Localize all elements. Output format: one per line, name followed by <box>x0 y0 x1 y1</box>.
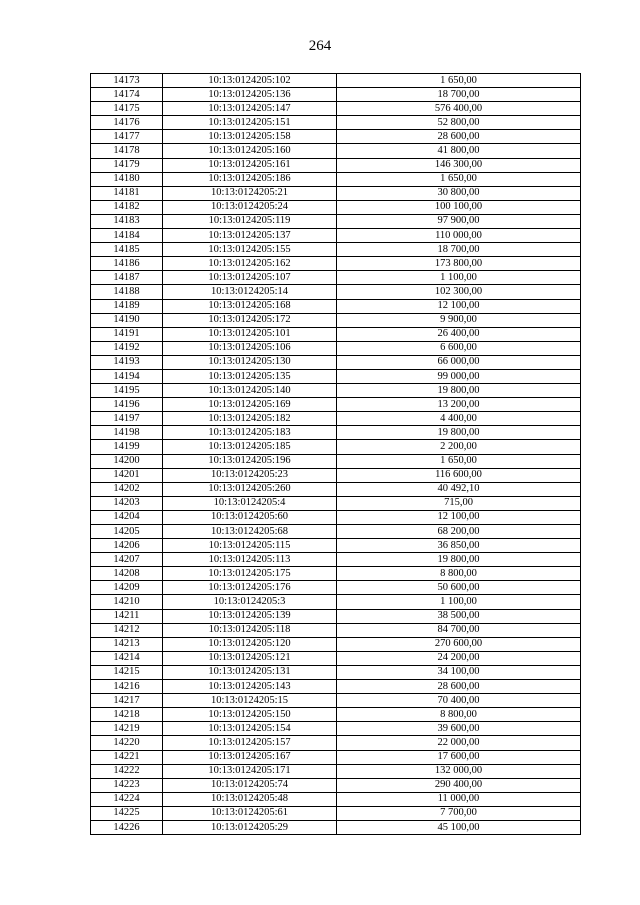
cadastral-number-cell: 10:13:0124205:147 <box>163 102 337 116</box>
row-number-cell: 14222 <box>91 764 163 778</box>
row-number-cell: 14198 <box>91 426 163 440</box>
row-number-cell: 14209 <box>91 581 163 595</box>
table-row <box>91 313 581 327</box>
row-number-cell: 14217 <box>91 694 163 708</box>
table-row <box>91 341 581 355</box>
row-number-cell: 14196 <box>91 398 163 412</box>
cadastral-number-cell: 10:13:0124205:74 <box>163 778 337 792</box>
cadastral-number-cell: 10:13:0124205:157 <box>163 736 337 750</box>
cadastral-number-cell: 10:13:0124205:131 <box>163 665 337 679</box>
row-number-cell: 14219 <box>91 722 163 736</box>
table-row <box>91 623 581 637</box>
cadastral-number-cell: 10:13:0124205:151 <box>163 116 337 130</box>
row-number-cell: 14184 <box>91 229 163 243</box>
row-number-cell: 14207 <box>91 553 163 567</box>
row-number-cell: 14226 <box>91 820 163 834</box>
value-cell: 45 100,00 <box>337 820 581 834</box>
value-cell: 100 100,00 <box>337 200 581 214</box>
cadastral-number-cell: 10:13:0124205:162 <box>163 257 337 271</box>
table-row <box>91 229 581 243</box>
cadastral-number-cell: 10:13:0124205:169 <box>163 398 337 412</box>
cadastral-number-cell: 10:13:0124205:167 <box>163 750 337 764</box>
cadastral-number-cell: 10:13:0124205:4 <box>163 496 337 510</box>
row-number-cell: 14183 <box>91 214 163 228</box>
table-row <box>91 299 581 313</box>
table-row <box>91 722 581 736</box>
cadastral-number-cell: 10:13:0124205:196 <box>163 454 337 468</box>
table-row <box>91 172 581 186</box>
row-number-cell: 14210 <box>91 595 163 609</box>
cadastral-number-cell: 10:13:0124205:154 <box>163 722 337 736</box>
value-cell: 13 200,00 <box>337 398 581 412</box>
row-number-cell: 14176 <box>91 116 163 130</box>
cadastral-number-cell: 10:13:0124205:183 <box>163 426 337 440</box>
row-number-cell: 14206 <box>91 539 163 553</box>
cadastral-number-cell: 10:13:0124205:120 <box>163 637 337 651</box>
table-row <box>91 369 581 383</box>
row-number-cell: 14175 <box>91 102 163 116</box>
cadastral-number-cell: 10:13:0124205:185 <box>163 440 337 454</box>
cadastral-number-cell: 10:13:0124205:137 <box>163 229 337 243</box>
cadastral-number-cell: 10:13:0124205:24 <box>163 200 337 214</box>
value-cell: 24 200,00 <box>337 651 581 665</box>
value-cell: 1 650,00 <box>337 454 581 468</box>
table-row <box>91 764 581 778</box>
row-number-cell: 14187 <box>91 271 163 285</box>
value-cell: 102 300,00 <box>337 285 581 299</box>
value-cell: 52 800,00 <box>337 116 581 130</box>
table-row <box>91 412 581 426</box>
value-cell: 8 800,00 <box>337 567 581 581</box>
row-number-cell: 14193 <box>91 355 163 369</box>
row-number-cell: 14191 <box>91 327 163 341</box>
cadastral-number-cell: 10:13:0124205:68 <box>163 525 337 539</box>
cadastral-number-cell: 10:13:0124205:182 <box>163 412 337 426</box>
row-number-cell: 14188 <box>91 285 163 299</box>
row-number-cell: 14200 <box>91 454 163 468</box>
value-cell: 38 500,00 <box>337 609 581 623</box>
value-cell: 6 600,00 <box>337 341 581 355</box>
cadastral-number-cell: 10:13:0124205:172 <box>163 313 337 327</box>
row-number-cell: 14215 <box>91 665 163 679</box>
row-number-cell: 14185 <box>91 243 163 257</box>
value-cell: 41 800,00 <box>337 144 581 158</box>
table-row <box>91 186 581 200</box>
table-row <box>91 243 581 257</box>
cadastral-number-cell: 10:13:0124205:113 <box>163 553 337 567</box>
value-cell: 116 600,00 <box>337 468 581 482</box>
value-cell: 8 800,00 <box>337 708 581 722</box>
table-row <box>91 440 581 454</box>
table-row <box>91 285 581 299</box>
cadastral-number-cell: 10:13:0124205:135 <box>163 369 337 383</box>
value-cell: 715,00 <box>337 496 581 510</box>
value-cell: 576 400,00 <box>337 102 581 116</box>
table-row <box>91 398 581 412</box>
value-cell: 1 650,00 <box>337 172 581 186</box>
value-cell: 84 700,00 <box>337 623 581 637</box>
row-number-cell: 14213 <box>91 637 163 651</box>
row-number-cell: 14204 <box>91 510 163 524</box>
value-cell: 70 400,00 <box>337 694 581 708</box>
value-cell: 34 100,00 <box>337 665 581 679</box>
row-number-cell: 14201 <box>91 468 163 482</box>
value-cell: 26 400,00 <box>337 327 581 341</box>
value-cell: 19 800,00 <box>337 553 581 567</box>
table-row <box>91 426 581 440</box>
table-row <box>91 792 581 806</box>
cadastral-number-cell: 10:13:0124205:140 <box>163 384 337 398</box>
value-cell: 132 000,00 <box>337 764 581 778</box>
row-number-cell: 14195 <box>91 384 163 398</box>
value-cell: 1 100,00 <box>337 271 581 285</box>
cadastral-number-cell: 10:13:0124205:115 <box>163 539 337 553</box>
table-row <box>91 327 581 341</box>
table-row <box>91 468 581 482</box>
value-cell: 28 600,00 <box>337 130 581 144</box>
value-cell: 7 700,00 <box>337 806 581 820</box>
row-number-cell: 14179 <box>91 158 163 172</box>
page-number: 264 <box>308 38 332 54</box>
table-row <box>91 750 581 764</box>
row-number-cell: 14216 <box>91 680 163 694</box>
table-row <box>91 651 581 665</box>
table-row <box>91 694 581 708</box>
row-number-cell: 14199 <box>91 440 163 454</box>
value-cell: 68 200,00 <box>337 525 581 539</box>
row-number-cell: 14186 <box>91 257 163 271</box>
value-cell: 17 600,00 <box>337 750 581 764</box>
cadastral-number-cell: 10:13:0124205:171 <box>163 764 337 778</box>
value-cell: 1 650,00 <box>337 74 581 88</box>
value-cell: 19 800,00 <box>337 426 581 440</box>
table-row <box>91 567 581 581</box>
value-cell: 19 800,00 <box>337 384 581 398</box>
value-cell: 9 900,00 <box>337 313 581 327</box>
table-row <box>91 820 581 834</box>
value-cell: 50 600,00 <box>337 581 581 595</box>
value-cell: 22 000,00 <box>337 736 581 750</box>
row-number-cell: 14221 <box>91 750 163 764</box>
row-number-cell: 14214 <box>91 651 163 665</box>
cadastral-number-cell: 10:13:0124205:61 <box>163 806 337 820</box>
cadastral-number-cell: 10:13:0124205:106 <box>163 341 337 355</box>
row-number-cell: 14192 <box>91 341 163 355</box>
cadastral-number-cell: 10:13:0124205:155 <box>163 243 337 257</box>
value-cell: 11 000,00 <box>337 792 581 806</box>
cadastral-number-cell: 10:13:0124205:130 <box>163 355 337 369</box>
table-row <box>91 510 581 524</box>
row-number-cell: 14174 <box>91 88 163 102</box>
row-number-cell: 14218 <box>91 708 163 722</box>
cadastral-number-cell: 10:13:0124205:14 <box>163 285 337 299</box>
row-number-cell: 14177 <box>91 130 163 144</box>
table-row <box>91 609 581 623</box>
value-cell: 4 400,00 <box>337 412 581 426</box>
cadastral-number-cell: 10:13:0124205:260 <box>163 482 337 496</box>
row-number-cell: 14189 <box>91 299 163 313</box>
table-row <box>91 525 581 539</box>
row-number-cell: 14178 <box>91 144 163 158</box>
row-number-cell: 14173 <box>91 74 163 88</box>
table-row <box>91 496 581 510</box>
cadastral-number-cell: 10:13:0124205:186 <box>163 172 337 186</box>
row-number-cell: 14220 <box>91 736 163 750</box>
table-row <box>91 680 581 694</box>
table-row <box>91 271 581 285</box>
table-row <box>91 74 581 88</box>
table-row <box>91 130 581 144</box>
value-cell: 66 000,00 <box>337 355 581 369</box>
cadastral-number-cell: 10:13:0124205:107 <box>163 271 337 285</box>
table-row <box>91 200 581 214</box>
row-number-cell: 14202 <box>91 482 163 496</box>
table-row <box>91 595 581 609</box>
value-cell: 18 700,00 <box>337 88 581 102</box>
value-cell: 146 300,00 <box>337 158 581 172</box>
row-number-cell: 14211 <box>91 609 163 623</box>
cadastral-number-cell: 10:13:0124205:161 <box>163 158 337 172</box>
table-row <box>91 581 581 595</box>
row-number-cell: 14223 <box>91 778 163 792</box>
cadastral-number-cell: 10:13:0124205:29 <box>163 820 337 834</box>
row-number-cell: 14212 <box>91 623 163 637</box>
value-cell: 28 600,00 <box>337 680 581 694</box>
row-number-cell: 14194 <box>91 369 163 383</box>
table-row <box>91 144 581 158</box>
cadastral-number-cell: 10:13:0124205:23 <box>163 468 337 482</box>
row-number-cell: 14180 <box>91 172 163 186</box>
cadastral-number-cell: 10:13:0124205:3 <box>163 595 337 609</box>
table-row <box>91 257 581 271</box>
row-number-cell: 14224 <box>91 792 163 806</box>
cadastral-number-cell: 10:13:0124205:21 <box>163 186 337 200</box>
value-cell: 270 600,00 <box>337 637 581 651</box>
cadastral-number-cell: 10:13:0124205:102 <box>163 74 337 88</box>
value-cell: 110 000,00 <box>337 229 581 243</box>
value-cell: 12 100,00 <box>337 299 581 313</box>
table-row <box>91 214 581 228</box>
table-row <box>91 454 581 468</box>
cadastral-number-cell: 10:13:0124205:176 <box>163 581 337 595</box>
cadastral-number-cell: 10:13:0124205:158 <box>163 130 337 144</box>
table-row <box>91 88 581 102</box>
row-number-cell: 14205 <box>91 525 163 539</box>
value-cell: 97 900,00 <box>337 214 581 228</box>
table-row <box>91 778 581 792</box>
row-number-cell: 14181 <box>91 186 163 200</box>
cadastral-number-cell: 10:13:0124205:48 <box>163 792 337 806</box>
table-row <box>91 665 581 679</box>
table-row <box>91 102 581 116</box>
table-body <box>91 74 581 835</box>
cadastral-number-cell: 10:13:0124205:168 <box>163 299 337 313</box>
cadastral-number-cell: 10:13:0124205:119 <box>163 214 337 228</box>
value-cell: 12 100,00 <box>337 510 581 524</box>
cadastral-number-cell: 10:13:0124205:143 <box>163 680 337 694</box>
row-number-cell: 14182 <box>91 200 163 214</box>
cadastral-number-cell: 10:13:0124205:139 <box>163 609 337 623</box>
table-row <box>91 736 581 750</box>
cadastral-number-cell: 10:13:0124205:15 <box>163 694 337 708</box>
value-cell: 2 200,00 <box>337 440 581 454</box>
table-row <box>91 355 581 369</box>
table-row <box>91 116 581 130</box>
table-row <box>91 708 581 722</box>
cadastral-number-cell: 10:13:0124205:160 <box>163 144 337 158</box>
cadastral-number-cell: 10:13:0124205:121 <box>163 651 337 665</box>
value-cell: 40 492,10 <box>337 482 581 496</box>
table-row <box>91 553 581 567</box>
value-cell: 30 800,00 <box>337 186 581 200</box>
value-cell: 39 600,00 <box>337 722 581 736</box>
cadastral-value-table <box>90 73 581 835</box>
value-cell: 173 800,00 <box>337 257 581 271</box>
cadastral-number-cell: 10:13:0124205:150 <box>163 708 337 722</box>
cadastral-number-cell: 10:13:0124205:118 <box>163 623 337 637</box>
row-number-cell: 14197 <box>91 412 163 426</box>
value-cell: 290 400,00 <box>337 778 581 792</box>
table-row <box>91 637 581 651</box>
row-number-cell: 14190 <box>91 313 163 327</box>
cadastral-number-cell: 10:13:0124205:101 <box>163 327 337 341</box>
table-row <box>91 482 581 496</box>
value-cell: 18 700,00 <box>337 243 581 257</box>
value-cell: 1 100,00 <box>337 595 581 609</box>
cadastral-number-cell: 10:13:0124205:175 <box>163 567 337 581</box>
cadastral-number-cell: 10:13:0124205:136 <box>163 88 337 102</box>
row-number-cell: 14208 <box>91 567 163 581</box>
cadastral-number-cell: 10:13:0124205:60 <box>163 510 337 524</box>
table-row <box>91 158 581 172</box>
table-row <box>91 384 581 398</box>
value-cell: 99 000,00 <box>337 369 581 383</box>
value-cell: 36 850,00 <box>337 539 581 553</box>
table-row <box>91 539 581 553</box>
table-row <box>91 806 581 820</box>
row-number-cell: 14225 <box>91 806 163 820</box>
row-number-cell: 14203 <box>91 496 163 510</box>
